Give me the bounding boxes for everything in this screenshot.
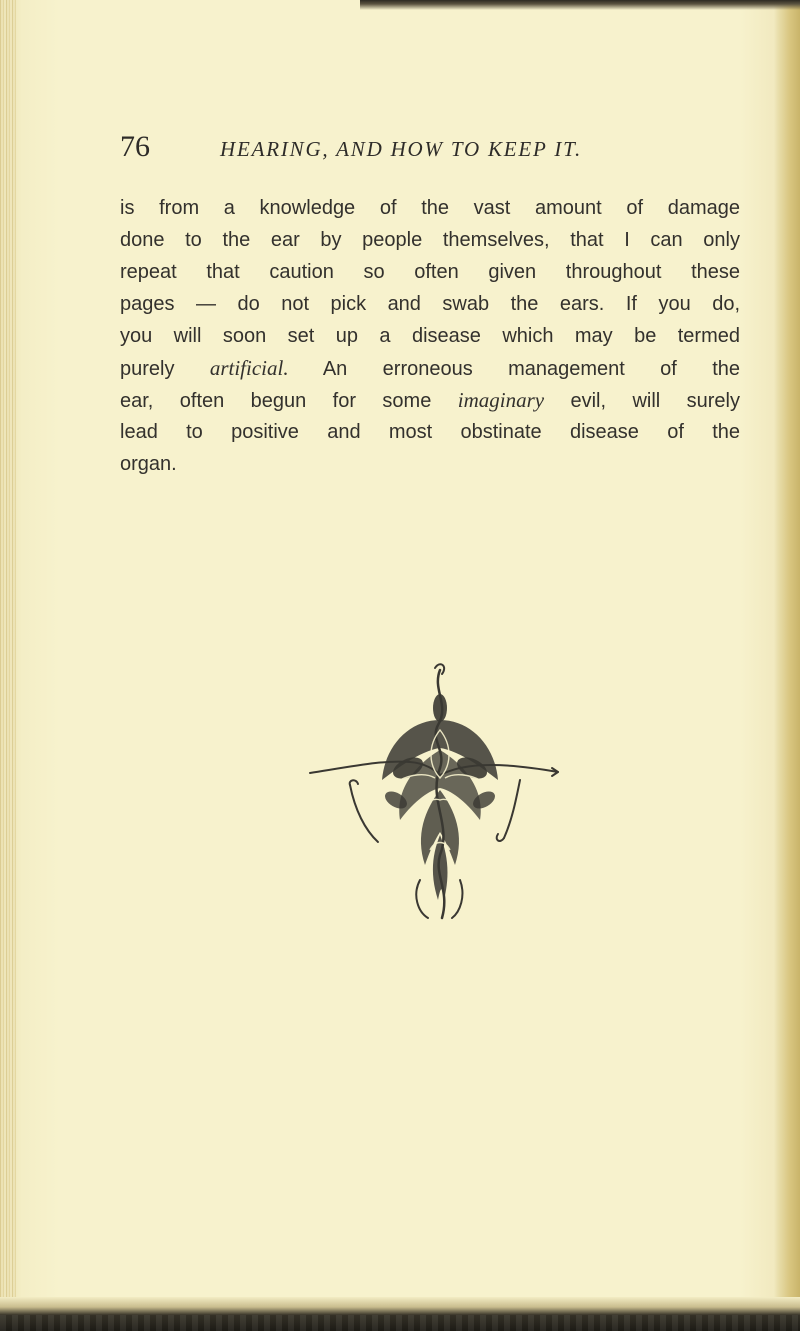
text-run: ear, often begun for some <box>120 390 458 412</box>
body-text <box>120 192 740 480</box>
top-edge-shadow <box>360 0 800 10</box>
text-run: purely <box>120 358 210 380</box>
text-line <box>120 352 740 384</box>
text-line <box>120 192 740 224</box>
ornament-foliage <box>382 694 498 900</box>
page-gutter-left <box>0 0 16 1331</box>
ornament-left-curl <box>350 785 378 842</box>
text-run: repeat that caution so often given throughout these <box>120 261 740 283</box>
text-line <box>120 416 740 448</box>
text-line <box>120 320 740 352</box>
text-run: you will soon set up a disease which may be termed <box>120 325 740 347</box>
ornament-right-curl <box>504 780 520 838</box>
italic-term-artificial: artificial. <box>209 356 289 380</box>
bottom-edge-band <box>0 1297 800 1331</box>
page-number: 76 <box>120 130 150 163</box>
text-run: is from a knowledge of the vast amount of damage <box>120 197 740 219</box>
tailpiece-ornament <box>290 650 590 940</box>
running-head: HEARING, AND HOW TO KEEP IT. <box>220 137 583 161</box>
text-run: lead to positive and most obstinate disease of the <box>120 421 740 443</box>
page-edge-right <box>774 0 800 1331</box>
page-header <box>120 128 720 178</box>
text-run: An erroneous management of the <box>288 358 741 380</box>
italic-term-imaginary: imaginary <box>457 388 545 412</box>
text-run: done to the ear by people themselves, that I can only <box>120 229 740 251</box>
text-line <box>120 288 740 320</box>
text-line <box>120 256 740 288</box>
text-run: organ. <box>120 453 177 475</box>
text-run: evil, will surely <box>544 390 740 412</box>
text-run: pages — do not pick and swab the ears. If you do, <box>120 293 740 315</box>
text-line <box>120 384 740 416</box>
text-line <box>120 448 740 480</box>
text-line <box>120 224 740 256</box>
